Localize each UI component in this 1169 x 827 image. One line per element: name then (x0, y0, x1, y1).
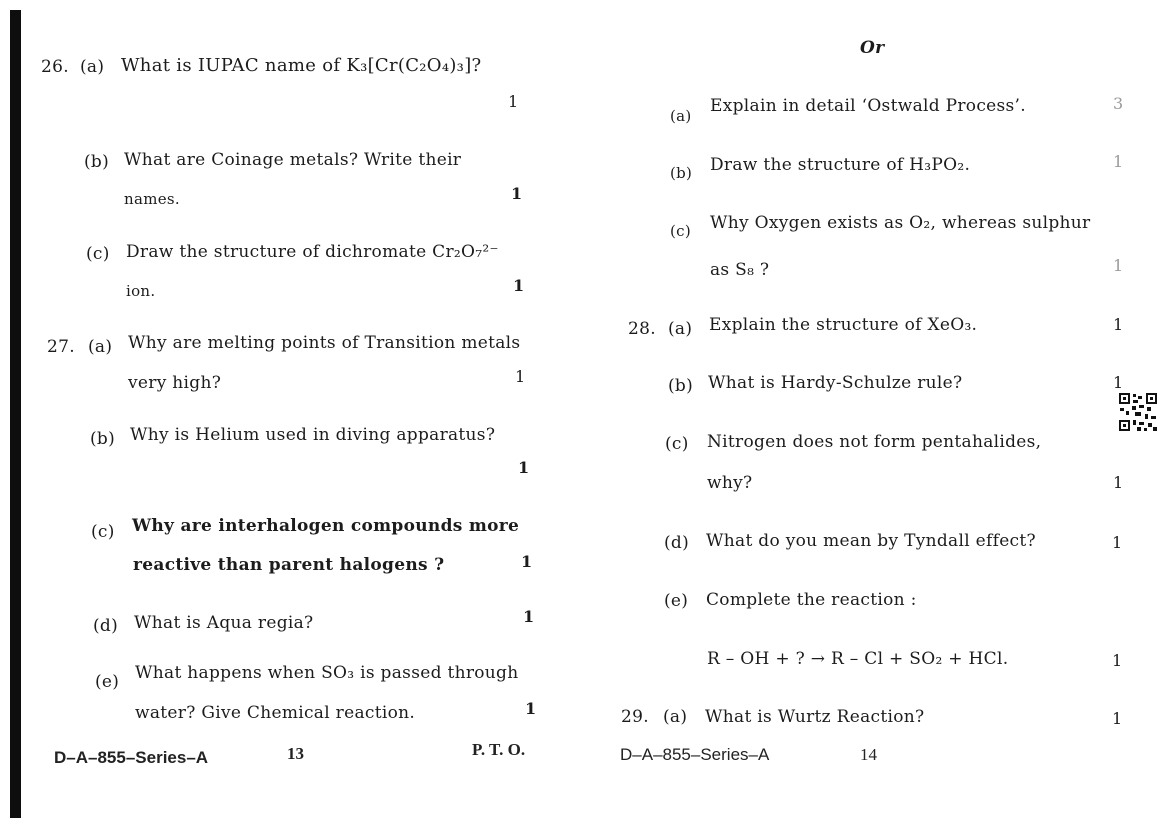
q29a-label: (a) (663, 707, 688, 727)
q27e-text-line1: What happens when SO₃ is passed through (135, 663, 519, 683)
alt-a-text: Explain in detail ‘Ostwald Process’. (710, 96, 1026, 116)
q26c-text-line1: Draw the structure of dichromate Cr₂O₇²⁻ (126, 242, 499, 262)
q28d-label: (d) (664, 533, 690, 553)
q29-number: 29. (621, 707, 649, 727)
q26a-text: What is IUPAC name of K₃[Cr(C₂O₄)₃]? (121, 55, 482, 76)
q27a-text-line1: Why are melting points of Transition metals (128, 333, 521, 353)
q28d-marks: 1 (1112, 533, 1123, 552)
q28a-label: (a) (668, 319, 693, 339)
q27c-text-line2: reactive than parent halogens ? (133, 555, 445, 575)
q27a-marks: 1 (515, 367, 526, 386)
q28b-label: (b) (668, 376, 694, 396)
q28c-text-line2: why? (707, 473, 753, 493)
alt-c-text-line2: as S₈ ? (710, 260, 770, 280)
q27c-marks: 1 (521, 552, 533, 571)
q26b-text-line2: names. (124, 190, 180, 208)
q27-number: 27. (47, 337, 75, 357)
q27b-marks: 1 (518, 458, 530, 477)
q28d-text: What do you mean by Tyndall effect? (706, 531, 1036, 551)
q26b-text-line1: What are Coinage metals? Write their (124, 150, 462, 170)
q27d-label: (d) (93, 616, 119, 636)
q27a-text-line2: very high? (128, 373, 222, 393)
q28-number: 28. (628, 319, 656, 339)
q26a-label: (a) (80, 57, 105, 77)
q27e-label: (e) (95, 672, 120, 692)
pto-label: P. T. O. (472, 740, 526, 759)
or-heading: Or (860, 38, 885, 58)
q28e-label: (e) (664, 591, 689, 611)
scan-edge-bar (10, 10, 21, 818)
q26c-marks: 1 (513, 276, 525, 295)
q28a-marks: 1 (1113, 315, 1124, 334)
q27a-label: (a) (88, 337, 113, 357)
q26a-marks: 1 (508, 92, 519, 111)
left-footer-page-number: 13 (287, 744, 304, 763)
alt-a-marks: 3 (1113, 94, 1124, 113)
q27e-marks: 1 (525, 699, 537, 718)
q27c-label: (c) (91, 522, 115, 542)
q27b-text: Why is Helium used in diving apparatus? (130, 425, 496, 445)
right-footer-page-number: 14 (860, 745, 877, 764)
q27d-marks: 1 (523, 607, 535, 626)
q27b-label: (b) (90, 429, 116, 449)
alt-c-marks: 1 (1113, 256, 1124, 275)
q26-number: 26. (41, 57, 69, 77)
q28b-marks: 1 (1113, 373, 1124, 392)
right-footer-code: D–A–855–Series–A (620, 745, 770, 764)
alt-b-text: Draw the structure of H₃PO₂. (710, 155, 971, 175)
alt-b-label: (b) (670, 164, 693, 182)
q27d-text: What is Aqua regia? (134, 613, 314, 633)
q26b-label: (b) (84, 152, 110, 172)
q28c-text-line1: Nitrogen does not form pentahalides, (707, 432, 1042, 452)
q29a-text: What is Wurtz Reaction? (705, 707, 925, 727)
left-footer-code: D–A–855–Series–A (54, 748, 209, 767)
q26b-marks: 1 (511, 184, 523, 203)
q28e-text: Complete the reaction : (706, 590, 917, 610)
q26c-text-line2: ion. (126, 282, 156, 300)
q27e-text-line2: water? Give Chemical reaction. (135, 703, 416, 723)
q28c-label: (c) (665, 434, 689, 454)
alt-c-text-line1: Why Oxygen exists as O₂, whereas sulphur (710, 213, 1091, 233)
alt-a-label: (a) (670, 107, 692, 125)
q26c-label: (c) (86, 244, 110, 264)
alt-b-marks: 1 (1113, 152, 1124, 171)
q28e-marks: 1 (1112, 651, 1123, 670)
q28b-text: What is Hardy-Schulze rule? (708, 373, 963, 393)
q28a-text: Explain the structure of XeO₃. (709, 315, 978, 335)
qr-code-icon (1118, 392, 1158, 432)
q28e-reaction: R – OH + ? → R – Cl + SO₂ + HCl. (707, 649, 1009, 669)
q27c-text-line1: Why are interhalogen compounds more (132, 516, 520, 536)
q28c-marks: 1 (1113, 473, 1124, 492)
q29a-marks: 1 (1112, 709, 1123, 728)
alt-c-label: (c) (670, 222, 692, 240)
